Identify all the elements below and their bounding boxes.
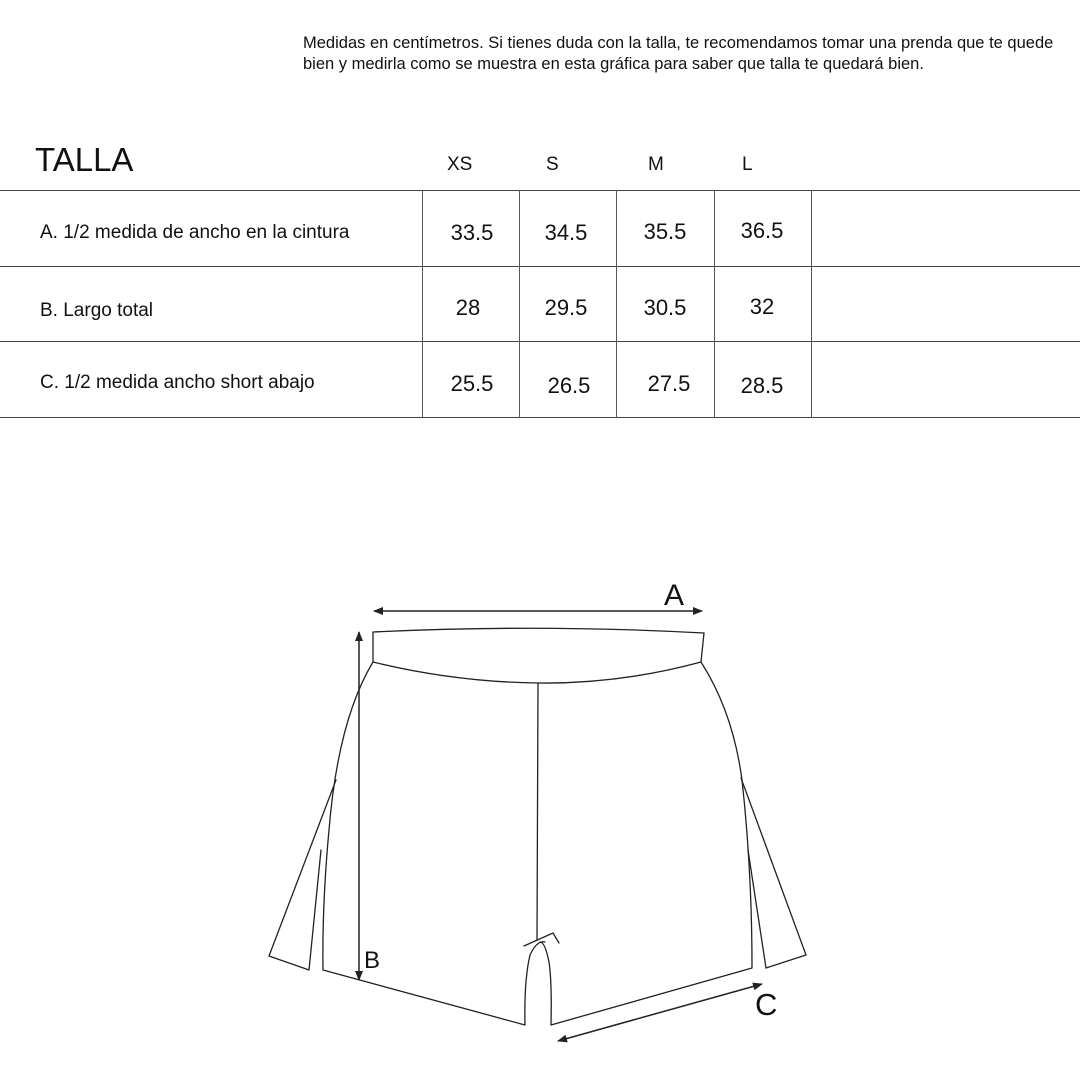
- table-title: TALLA: [35, 141, 134, 178]
- crotch-mark: [524, 933, 559, 946]
- size-header-xs: XS: [447, 154, 473, 175]
- cell-length-xs: 28: [455, 295, 481, 320]
- size-header-s: S: [546, 154, 559, 175]
- cell-length-s: 29.5: [544, 295, 588, 320]
- measurement-note: Medidas en centímetros. Si tienes duda con la talla, te recomendamos tomar una prenda que te quede bien y medirla como se muestra en esta gráfica para saber que talla te quedará bien.: [303, 34, 1054, 73]
- cell-hem-m: 27.5: [647, 371, 691, 396]
- cell-hem-s: 26.5: [547, 373, 591, 398]
- center-seam: [537, 683, 538, 940]
- cell-length-l: 32: [749, 294, 775, 319]
- label-a: A: [664, 579, 685, 612]
- label-b: B: [364, 947, 381, 974]
- label-c: C: [755, 987, 778, 1022]
- waistband: [373, 628, 704, 683]
- right-leg: [540, 662, 752, 1025]
- size-header-l: L: [742, 154, 753, 175]
- left-leg: [323, 662, 545, 1025]
- cell-length-m: 30.5: [643, 295, 687, 320]
- measure-arrow-c: [558, 984, 762, 1041]
- cell-waist-s: 34.5: [544, 220, 588, 245]
- size-header-m: M: [648, 154, 664, 175]
- cell-waist-xs: 33.5: [450, 220, 494, 245]
- row-label-waist: A. 1/2 medida de ancho en la cintura: [40, 222, 350, 243]
- right-slit-panel: [741, 778, 806, 968]
- cell-waist-m: 35.5: [643, 219, 687, 244]
- shorts-outline: [269, 628, 806, 1025]
- row-label-length: B. Largo total: [40, 300, 154, 321]
- cell-waist-l: 36.5: [740, 218, 784, 243]
- row-label-hem: C. 1/2 medida ancho short abajo: [40, 372, 315, 393]
- cell-hem-xs: 25.5: [450, 371, 494, 396]
- cell-hem-l: 28.5: [740, 373, 784, 398]
